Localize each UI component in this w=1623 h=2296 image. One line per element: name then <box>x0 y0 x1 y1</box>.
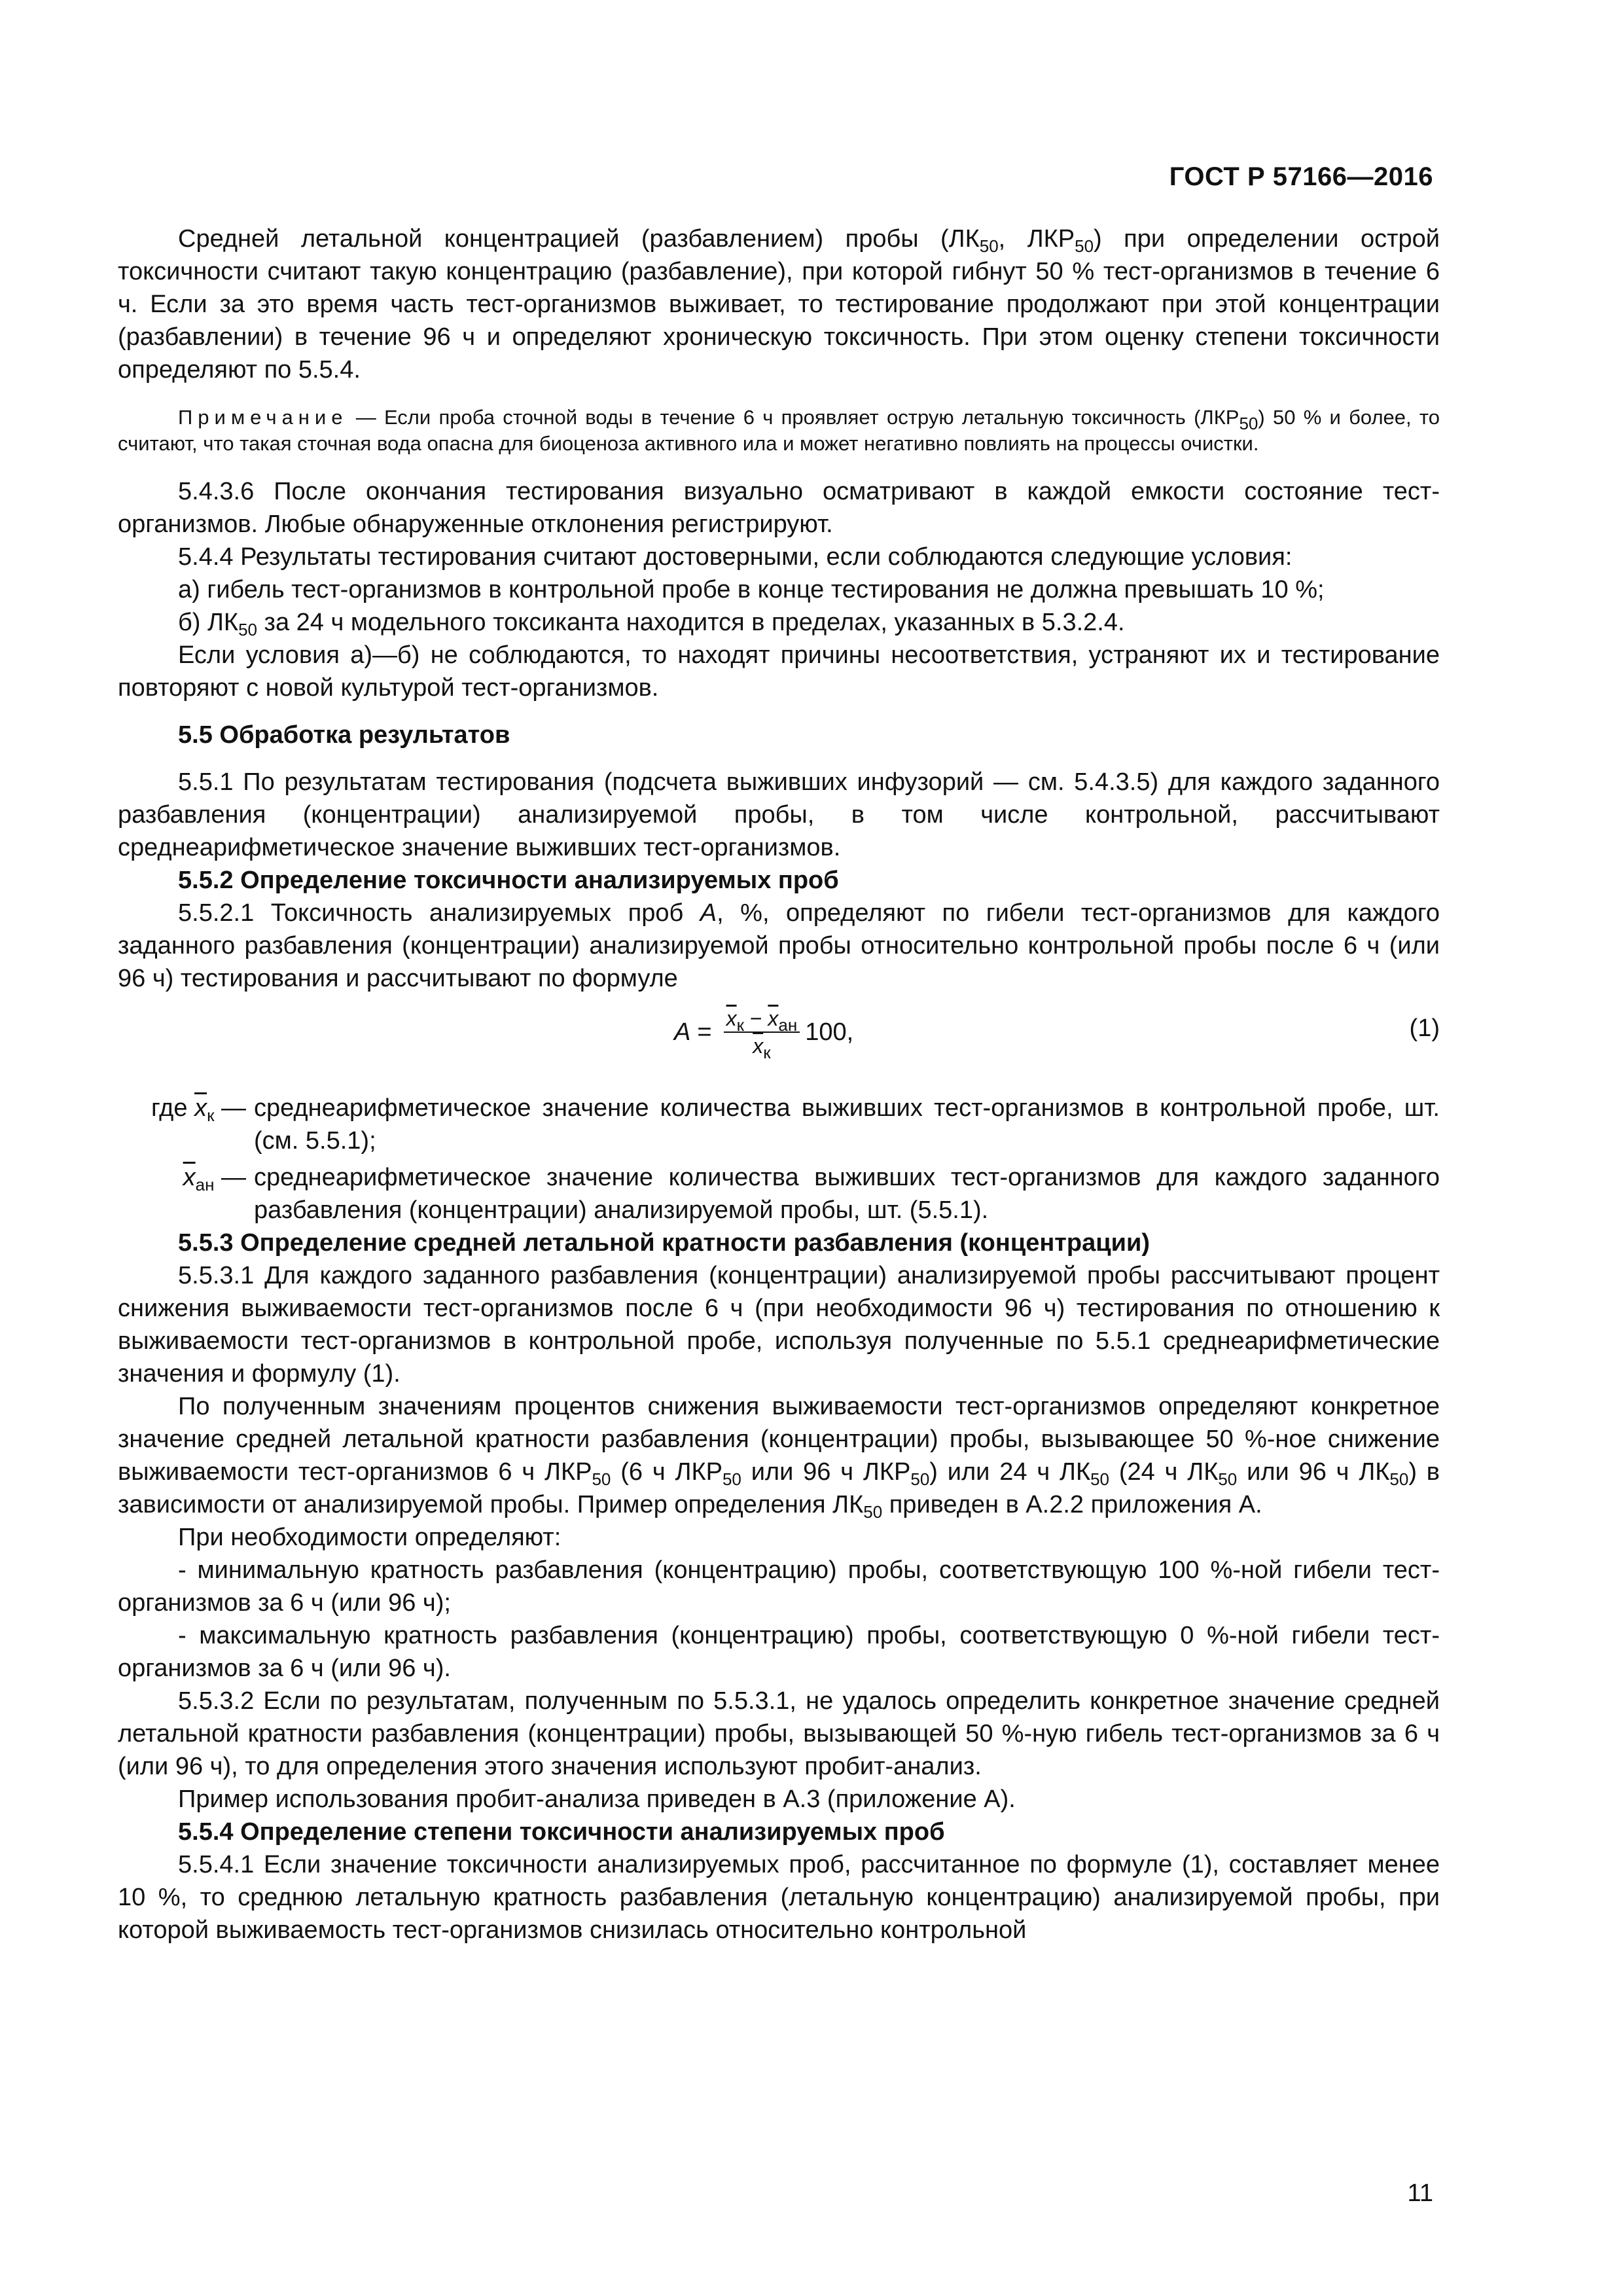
formula-tail: 100, <box>805 1018 854 1046</box>
list-item-max-ratio: - максимальную кратность разбавления (концентрацию) пробы, соответствующую 0 %-ной гибели тест-организмов за 6 ч (или 96 ч). <box>118 1622 1440 1682</box>
formula-1 <box>118 999 1440 1084</box>
paragraph-5-4-3-6: 5.4.3.6 После окончания тестирования визуально осматривают в каждой емкости состояние тест-организмов. Любые обнаруженные отклонения регистрируют. <box>118 478 1440 538</box>
where-symbol-xk: где $\overline{x}_к$ — <box>151 1094 246 1125</box>
paragraph-mean-lethal-ratio: По полученным значениям процентов снижения выживаемости тест-организмов определяют конкретное значение средней летальной кратности разбавления (концентрации) пробы, вызывающее 50 %-ное снижение выживаемости тест-организмов 6 ч $ЛКР_{50}$ (6 ч $ЛКР_{50}$ или 96 ч $ЛКР_{50}$) или 24 ч $ЛК_{50}$ (24 ч $ЛК_{50}$ или 96 ч $ЛК_{50}$) в зависимости от анализируемой пробы. Пример определения $ЛК_{50}$ приведен в А.2.2 приложения А. <box>118 1393 1440 1522</box>
where-item-xk <box>118 1092 1440 1157</box>
formula-expression <box>674 1005 854 1062</box>
formula-number: (1) <box>1409 1014 1440 1042</box>
paragraph-if-needed: При необходимости определяют: <box>178 1524 562 1551</box>
where-definition-xan: среднеарифметическое значение количества выживших тест-организмов для каждого заданного разбавления (концентрации) анализируемой пробы, шт. (5.5.1). <box>254 1164 1440 1224</box>
formula-equals: = <box>697 1018 712 1046</box>
page-number: 11 <box>1407 2179 1433 2207</box>
list-item-min-ratio: - минимальную кратность разбавления (концентрацию) пробы, соответствующую 100 %-ной гибели тест-организмов за 6 ч (или 96 ч); <box>118 1556 1440 1617</box>
formula-lhs: A <box>674 1018 691 1046</box>
where-item-xan <box>118 1161 1440 1227</box>
heading-5-5-4: 5.5.4 Определение степени токсичности анализируемых проб <box>178 1818 945 1846</box>
paragraph-5-5-2-1: 5.5.2.1 Токсичность анализируемых проб A, %, определяют по гибели тест-организмов для каждого заданного разбавления (концентрации) анализируемой пробы относительно контрольной пробы после 6 ч (или 96 ч) тестирования и рассчитывают по формуле <box>118 899 1440 992</box>
heading-5-5-2: 5.5.2 Определение токсичности анализируемых проб <box>178 867 839 894</box>
paragraph-5-5-3-1: 5.5.3.1 Для каждого заданного разбавления (концентрации) анализируемой пробы рассчитывают процент снижения выживаемости тест-организмов после 6 ч (при необходимости 96 ч) тестирования по отношению к выживаемости тест-организмов в контрольной пробе, используя полученные по 5.5.1 среднеарифметические значения и формулу (1). <box>118 1262 1440 1388</box>
document-header: ГОСТ Р 57166—2016 <box>1169 162 1433 191</box>
formula-denominator: $\overline{x}_к$ <box>753 1034 771 1062</box>
note-label: Примечание <box>178 406 348 429</box>
paragraph-conditions-failed: Если условия а)—б) не соблюдаются, то находят причины несоответствия, устраняют их и тестирование повторяют с новой культурой тест-организмов. <box>118 641 1440 702</box>
list-item-a: а) гибель тест-организмов в контрольной пробе в конце тестирования не должна превышать 10 %; <box>178 576 1325 603</box>
paragraph-5-5-1: 5.5.1 По результатам тестирования (подсчета выживших инфузорий — см. 5.4.3.5) для каждого заданного разбавления (концентрации) анализируемой пробы, в том числе контрольной, рассчитывают среднеарифметическое значение выживших тест-организмов. <box>118 768 1440 861</box>
where-definition-xk: среднеарифметическое значение количества выживших тест-организмов в контрольной пробе, шт. (см. 5.5.1); <box>254 1094 1440 1155</box>
formula-fraction <box>724 1005 800 1062</box>
list-item-b: б) $ЛК_{50}$ за 24 ч модельного токсиканта находится в пределах, указанных в 5.3.2.4. <box>178 609 1125 639</box>
document-body <box>118 223 1440 1946</box>
paragraph-probit-example: Пример использования пробит-анализа приведен в А.3 (приложение А). <box>178 1785 1016 1813</box>
paragraph-lethal-concentration: Средней летальной концентрацией (разбавлением) пробы ($ЛК_{50}$, $ЛКР_{50}$) при определении острой токсичности считают такую концентрацию (разбавление), при которой гибнут 50 % тест-организмов в течение 6 ч. Если за это время часть тест-организмов выживает, то тестирование продолжают при этой концентрации (разбавлении) в течение 96 ч и определяют хроническую токсичность. При этом оценку степени токсичности определяют по 5.5.4. <box>118 225 1440 384</box>
where-symbol-xan: $\overline{x}_{ан}$ — <box>183 1164 246 1194</box>
paragraph-5-5-4-1: 5.5.4.1 Если значение токсичности анализируемых проб, рассчитанное по формуле (1), составляет менее 10 %, то среднюю летальную кратность разбавления (летальную концентрацию) анализируемой пробы, при которой выживаемость тест-организмов снизилась относительно контрольной <box>118 1851 1440 1944</box>
heading-5-5: 5.5 Обработка результатов <box>178 721 510 749</box>
paragraph-5-4-4: 5.4.4 Результаты тестирования считают достоверными, если соблюдаются следующие условия: <box>178 543 1293 571</box>
paragraph-5-5-3-2: 5.5.3.2 Если по результатам, полученным по 5.5.3.1, не удалось определить конкретное значение средней летальной кратности разбавления (концентрации) пробы, вызывающей 50 %-ную гибель тест-организмов за 6 ч (или 96 ч), то для определения этого значения используют пробит-анализ. <box>118 1687 1440 1780</box>
heading-5-5-3: 5.5.3 Определение средней летальной кратности разбавления (концентрации) <box>178 1229 1150 1257</box>
formula-numerator: $\overline{x}_к - \overline{x}_{ан}$ <box>724 1005 800 1033</box>
note-paragraph: Примечание — Если проба сточной воды в течение 6 ч проявляет острую летальную токсичность $(ЛКР_{50})$ 50 % и более, то считают, что такая сточная вода опасна для биоценоза активного ила и может негативно повлиять на процессы очистки. <box>118 406 1440 455</box>
